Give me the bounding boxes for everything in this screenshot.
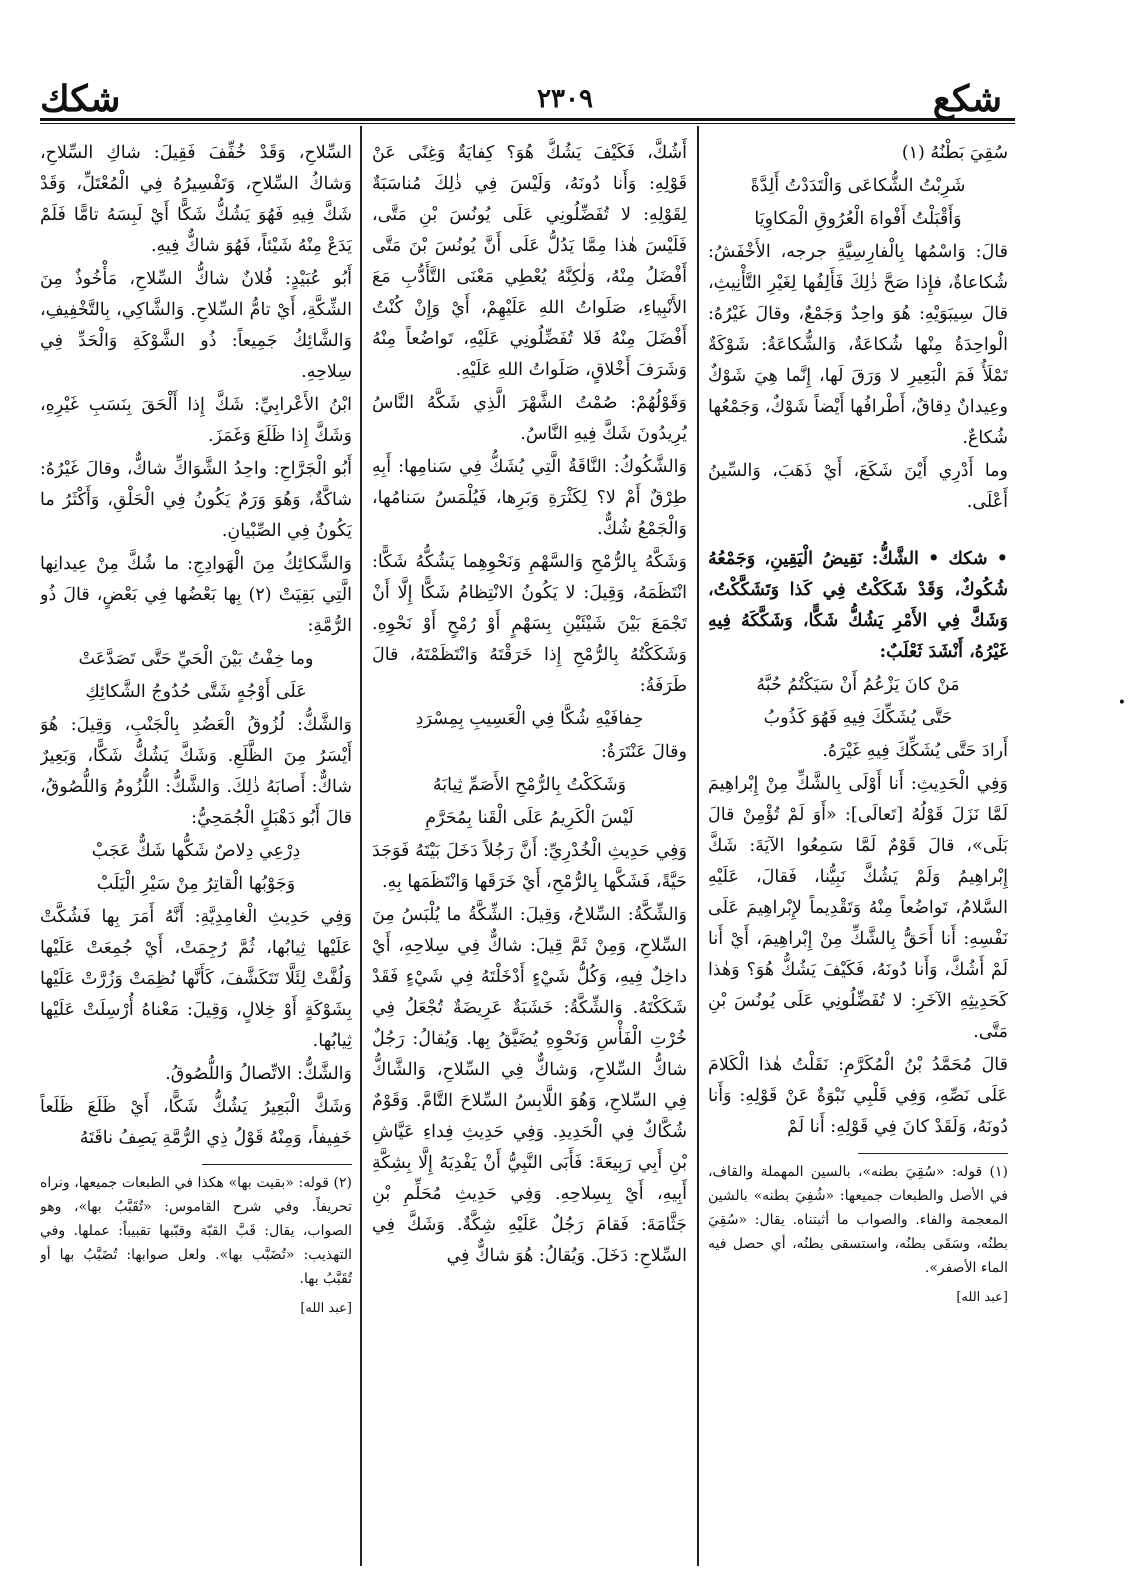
paragraph: وَفِي حَدِيثِ الْغامِدِيَّةِ: أَنَّهُ أَمَرَ بِها فَشُكَّتْ عَلَيْها ثِيابُها، ثُمَّ رُجِمَتْ، أَيْ جُمِعَتْ عَلَيْها وَلُفَّتْ لِئَلَّا تَتَكَشَّفَ، كَأَنَّها نُظِمَتْ وَزُرَّتْ عَلَيْها بِشَوْكَةٍ أَوْ خِلالٍ، وَقِيلَ: مَعْناهُ أُرْسِلَتْ عَلَيْها ثِيابُها. <box>40 907 352 1051</box>
verse-line: دِرْعِي دِلاصٌ شَكُّها شَكٌّ عَجَبْ <box>91 841 301 861</box>
header-right-word: شكع <box>932 78 1002 120</box>
verse-line: وَأَقْبَلْتُ أَفْواهَ الْعُرُوقِ الْمَكاوِيَا <box>754 209 962 229</box>
header-rule-thick <box>40 118 1015 121</box>
verse-line: وَشَكَكْتُ بِالرُّمْحِ الأَصَمِّ ثِيابَهُ <box>432 775 627 795</box>
footnote: (١) قوله: «سُقِيَ بطنه»، بالسين المهملة والقاف، في الأصل والطبعات جميعها: «شُفِيَ بطنه» بالشين المعجمة والفاء. والصواب ما أثبتناه. يقال: «سُقِيَ بطنُه، وسَقَى بطنُه، واستسقى بطنُه، أي حصل فيه الماء الأصفر». <box>708 1164 1008 1276</box>
header-rule-thin <box>40 123 1015 124</box>
verse-line: حِفافَيْهِ شُكَّا فِي الْعَسِيبِ بِمِسْرَدِ <box>415 709 644 729</box>
verse-line: مَنْ كانَ يَزْعُمُ أَنْ سَيَكْتُمُ حُبَّهُ <box>756 675 960 695</box>
text-line: سُقِيَ بَطْنُهُ (١) <box>901 143 1008 163</box>
paragraph: وَالشَّكُّ: لُزُوقُ الْعَضُدِ بِالْجَنْبِ، وَقِيلَ: هُوَ أَيْسَرُ مِنَ الظَّلَعِ. وَشَكَّ يَشُكُّ شَكًّا، وَبَعِيرٌ شاكٌّ: أَصابَهُ ذٰلِكَ. وَالشَّكُّ: اللُّزُومُ وَاللُّصُوقُ، قالَ أَبُو دَهْبَلٍ الْجُمَحِيُّ: <box>40 715 352 828</box>
paragraph: وَالشِّكَّةُ: السِّلاحُ، وَقِيلَ: الشِّكَّةُ ما يُلْبَسُ مِنَ السِّلاحِ، وَمِنْ ثَمَّ قِيلَ: شاكٌّ فِي سِلاحِهِ، أَيْ داخِلٌ فِيهِ، وَكُلُّ شَيْءٍ أَدْخَلْتَهُ فِي شَيْءٍ فَقَدْ شَكَكْتَهُ. وَالشِّكَّةُ: خَشَبَةٌ عَرِيضَةٌ تُجْعَلُ فِي خُرْتِ الْفَأْسِ وَنَحْوِهِ يُضَيَّقُ بِها. وَيُقالُ: رَجُلٌ شاكُّ السِّلاحِ، وَشاكٌّ فِي السِّلاحِ، وَالشَّاكُّ فِي السِّلاحِ، وَهُوَ اللَّابِسُ السِّلاحَ التَّامَّ. وَقَوْمٌ شُكَّاكٌ فِي الْحَدِيدِ. وَفِي حَدِيثِ فِداءِ عَيَّاشِ بْنِ أَبِي رَبِيعَةَ: فَأَبَى النَّبِيُّ أَنْ يَفْدِيَهُ إِلَّا بِشِكَّةِ أَبِيهِ، أَيْ بِسِلاحِهِ. وَفِي حَدِيثِ مُحَلِّمِ بْنِ جَثَّامَةَ: فَقامَ رَجُلٌ عَلَيْهِ شِكَّةٌ. وَشَكَّ فِي السِّلاحِ: دَخَلَ. وَيُقالُ: هُوَ شاكٌّ فِي <box>372 905 687 1266</box>
paragraph: أَشُكَّ، فَكَيْفَ يَشُكُّ هُوَ؟ كِفايَةٌ وَغِنًى عَنْ قَوْلِهِ: وَأَنا دُونَهُ، وَلَيْسَ فِي ذٰلِكَ مُناسَبَةٌ لِقَوْلِهِ: لا تُفَضِّلُونِي عَلَى يُونُسَ بْنِ مَتَّى، فَلَيْسَ هٰذا مِمَّا يَدُلُّ عَلَى أَنَّ يُونُسَ بْنَ مَتَّى أَفْضَلُ مِنْهُ، وَلٰكِنَّهُ يُعْطِي مَعْنَى التَّأَدُّبِ مَعَ الأَنْبِياءِ، صَلَواتُ اللهِ عَلَيْهِمْ، أَيْ وَإِنْ كُنْتُ أَفْضَلَ مِنْهُ فَلا تُفَضِّلُونِي عَلَيْهِ، تَواضُعاً مِنْهُ وَشَرَفَ أَخْلاقٍ، صَلَواتُ اللهِ عَلَيْهِ. <box>372 143 687 380</box>
page-number: ٢٣٠٩ <box>537 84 593 114</box>
footnote: (٢) قوله: «بقيت بها» هكذا في الطبعات جميعها، ونراه تحريفاً. وفي شرح القاموس: «تُقَبَّبُ بها»، وهو الصواب، يقال: قَبَّ القبّة وقبّبها تقبيباً: عملها. وفي التهذيب: «تُضَبَّب بها». ولعل صوابها: تُضَبَّبُ بها أو تُقَبَّبُ بها. <box>40 1175 352 1287</box>
paragraph: وَالشَّكُّ: الاتِّصالُ وَاللُّصُوقُ. <box>165 1064 352 1084</box>
paragraph: وَالشَّكُوكُ: النَّاقَةُ الَّتِي يُشَكُّ فِي سَنامِها: أَبِهِ طِرْقٌ أَمْ لا؟ لِكَثْرَةِ وَبَرِها، فَيُلْمَسُ سَنامُها، وَالْجَمْعُ شُكٌّ. <box>372 457 687 539</box>
column-right <box>708 138 1008 1563</box>
paragraph: وَفِي حَدِيثِ الْخُدْرِيِّ: أَنَّ رَجُلاً دَخَلَ بَيْتَهُ فَوَجَدَ حَيَّةً، فَشَكَّها بِالرُّمْحِ، أَيْ خَرَقَها وَانْتَظَمَها بِهِ. <box>372 841 687 892</box>
paragraph: وَشَكَّهُ بِالرُّمْحِ وَالسَّهْمِ وَنَحْوِهِما يَشُكُّهُ شَكًّا: انْتَظَمَهُ، وَقِيلَ: لا يَكُونُ الانْتِظامُ شَكًّا إِلَّا أَنْ تَجْمَعَ بَيْنَ شَيْئَيْنِ بِسَهْمٍ أَوْ رُمْحٍ أَوْ نَحْوِهِ. وَشَكَكْتُهُ بِالرُّمْحِ إِذا خَرَقْتَهُ وَانْتَظَمْتَهُ، قالَ طَرَفَةُ: <box>372 552 687 696</box>
footnote-signature: [عبد الله] <box>956 1290 1008 1305</box>
verse-line: لَيْسَ الْكَرِيمُ عَلَى الْقَنا بِمُحَرَّمِ <box>425 808 634 828</box>
paragraph: أَبُو عُبَيْدٍ: فُلانٌ شاكُّ السِّلاحِ، مَأْخُوذٌ مِنَ الشِّكَّةِ، أَيْ تامُّ السِّلاحِ. وَالشَّاكِي، بِالتَّخْفِيفِ، وَالشَّائِكُ جَمِيعاً: ذُو الشَّوْكَةِ وَالْحَدِّ فِي سِلاحِهِ. <box>40 269 352 382</box>
paragraph: ابْنُ الأَعْرابِيِّ: شَكَّ إِذا أَلْحَقَ بِنَسَبِ غَيْرِهِ، وَشَكَّ إِذا ظَلَعَ وَغَمَزَ. <box>40 395 352 446</box>
paragraph: وَشَكَّ الْبَعِيرُ يَشُكُّ شَكًّا، أَيْ ظَلَعَ ظَلَعاً خَفِيفاً، وَمِنْهُ قَوْلُ ذِي الرُّمَّةِ يَصِفُ ناقَتَهُ <box>40 1097 352 1148</box>
verse-line: وما خِفْتُ بَيْنَ الْحَيِّ حَتَّى تَصَدَّعَتْ <box>78 649 314 669</box>
text-line: وقالَ عَنْتَرَةُ: <box>600 742 687 762</box>
entry-heading: • شكك • الشَّكُّ: نَقِيضُ الْيَقِينِ، وَجَمْعُهُ شُكُوكٌ، وَقَدْ شَكَكْتُ فِي كَذا وَتَشَكَّكْتُ، وَشَكَّ فِي الأَمْرِ يَشُكُّ شَكًّا، وَشَكَّكَهُ فِيهِ غَيْرُهُ، أَنْشَدَ ثَعْلَبٌ: <box>708 549 1008 662</box>
verse-line: عَلَى أَوْجُهٍ شَتَّى حُدُوجُ الشَّكائِكِ <box>85 682 307 702</box>
column-left <box>40 138 352 1563</box>
verse-line: وَجَوْبُها الْقاتِرُ مِنْ سَيْرِ الْيَلَبْ <box>96 874 296 894</box>
verse-line: شَرِبْتُ الشُّكاعَى وَالْتَدَدْتُ أَلِدَّةً <box>750 176 966 196</box>
footnote-separator <box>858 1153 1008 1154</box>
paragraph: وَالشَّكائِكُ مِنَ الْهَوادِجِ: ما شُكَّ مِنْ عِيدانِها الَّتِي بَقِيَتْ (٢) بِها بَعْضُها فِي بَعْضٍ، قالَ ذُو الرُّمَّةِ: <box>40 554 352 636</box>
paragraph: وما أَدْرِي أَيْنَ شَكَعَ، أَيْ ذَهَبَ، وَالسِّينُ أَعْلَى. <box>708 461 1008 512</box>
paragraph: أَبُو الْجَرَّاحِ: واحِدُ الشَّوَاكِّ شاكٌّ، وقالَ غَيْرُهُ: شاكَّةٌ، وَهُوَ وَرَمٌ يَكُونُ فِي الْحَلْقِ، وَأَكْثَرُ ما يَكُونُ فِي الصِّبْيانِ. <box>40 459 352 541</box>
margin-dot: • <box>1117 695 1126 711</box>
footnote-signature: [عبد الله] <box>300 1301 352 1316</box>
paragraph: أَرادَ حَتَّى يُشَكِّكَ فِيهِ غَيْرَهُ. <box>822 741 1008 761</box>
column-divider-right <box>697 126 699 1566</box>
paragraph: قالَ مُحَمَّدُ بْنُ الْمُكَرَّمِ: نَقَلْتُ هٰذا الْكَلامَ عَلَى نَصِّهِ، وَفِي قَلْبِي نَبْوَةٌ عَنْ قَوْلِهِ: وَأَنا دُونَهُ، وَلَقَدْ كانَ فِي قَوْلِهِ: أَنا لَمْ <box>708 1055 1008 1137</box>
paragraph: السِّلاحِ، وَقَدْ خُفِّفَ فَقِيلَ: شاكِ السِّلاحِ، وَشاكُ السِّلاحِ، وَتَفْسِيرُهُ فِي الْمُعْتَلِّ، وَقَدْ شَكَّ فِيهِ فَهُوَ يَشُكُّ شَكًّا أَيْ لَبِسَهُ تامًّا فَلَمْ يَدَعْ مِنْهُ شَيْئاً، فَهُوَ شاكٌّ فِيهِ. <box>40 143 352 256</box>
column-middle <box>372 138 687 1563</box>
column-divider-left <box>360 126 362 1566</box>
footnote-separator <box>202 1164 352 1165</box>
paragraph: وَقَوْلُهُمْ: صُمْتُ الشَّهْرَ الَّذِي شَكَّهُ النَّاسُ يُرِيدُونَ شَكَّ فِيهِ النَّاسُ. <box>372 393 687 444</box>
verse-line: حَتَّى يُشَكِّكَ فِيهِ فَهُوَ كَذُوبُ <box>763 708 953 728</box>
header-left-word: شكك <box>40 78 121 120</box>
paragraph: قالَ: وَاسْمُها بِالْفارِسِيَّةِ جرجه، الأَخْفَشُ: شُكاعاةٌ، فإِذا صَحَّ ذٰلِكَ فَأَلِفُها لِغَيْرِ التَّأْنِيثِ، قالَ سِيبَوَيْهِ: هُوَ واحِدٌ وَجَمْعٌ، وقالَ غَيْرُهُ: الْواحِدَةُ مِنْها شُكاعَةٌ، وَالشُّكاعَةُ: شَوْكَةٌ تَمْلَأُ فَمَ الْبَعِيرِ لا وَرَقَ لَها، إِنَّما هِيَ شَوْكٌ وعِيدانٌ دِقاقٌ، أَطْرافُها أَيْضاً شَوْكٌ، وَجَمْعُها شُكاعٌ. <box>708 242 1008 448</box>
paragraph: وَفِي الْحَدِيثِ: أَنا أَوْلَى بِالشَّكِّ مِنْ إِبْراهِيمَ لَمَّا نَزَلَ قَوْلُهُ [تَعالَى]: «أَوَ لَمْ تُؤْمِنْ قالَ بَلَى»، قالَ قَوْمٌ لَمَّا سَمِعُوا الآيَةَ: شَكَّ إِبْراهِيمُ وَلَمْ يَشُكَّ نَبِيُّنا، فَقالَ، عَلَيْهِ السَّلامُ، تَواضُعاً مِنْهُ وَتَقْدِيماً لإِبْراهِيمَ عَلَى نَفْسِهِ: أَنا أَحَقُّ بِالشَّكِّ مِنْ إِبْراهِيمَ، أَيْ أَنا لَمْ أَشُكَّ، وَأَنا دُونَهُ، فَكَيْفَ يَشُكُّ هُوَ؟ وَهٰذا كَحَدِيثِهِ الآخَرِ: لا تُفَضِّلُونِي عَلَى يُونُسَ بْنِ مَتَّى. <box>708 774 1008 1042</box>
